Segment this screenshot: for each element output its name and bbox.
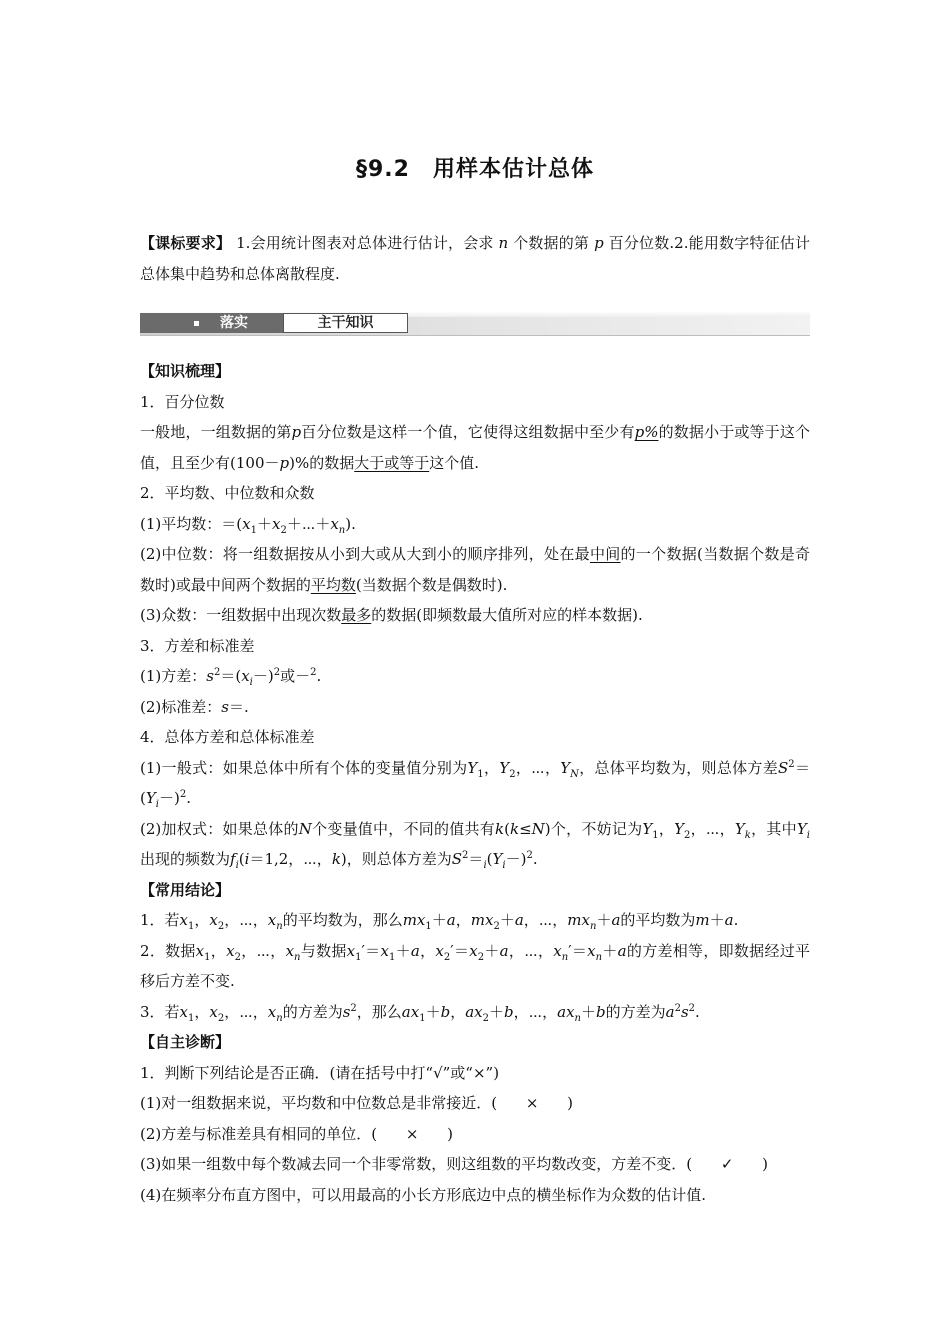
weighted-text-c: 个，不妨记为 <box>550 819 643 838</box>
general-text-c: ＝( <box>140 758 810 807</box>
section-knowledge: 【知识梳理】 <box>140 362 231 380</box>
mean-text-b: ＋⋯＋ <box>286 514 331 533</box>
k1-text-d: )%的数据 <box>289 453 355 472</box>
variance-text-d: 或－ <box>280 667 311 685</box>
std-text-a: (2)标准差： <box>140 697 222 716</box>
k4-general: (1)一般式：如果总体中所有个体的变量值分别为$Y_1$，$Y_2$，⋯，$Y_N$，总体平均数为，则总体方差$S^2=(Y_i-)^2$. <box>140 758 810 810</box>
k1-blank-2: 大于或等于 <box>354 453 430 472</box>
d2-close: ) <box>447 1124 453 1143</box>
median-text-a: (2)中位数：将一组数据按从小到大或从大到小的顺序排列，处在最 <box>140 545 590 563</box>
k4-weighted: (2)加权式：如果总体的N个变量值中，不同的值共有k(k≤N)个，不妨记为$Y_1$，$Y_2$，⋯，$Y_k$，其中$Y_i$出现的频数为$f_i(i=1,2$，⋯，k)，则总体方差为$S^2=_i(Y_i-)^2$. <box>140 819 810 871</box>
course-requirements <box>140 228 810 289</box>
diagnosis-item-4: (4)在频率分布直方图中，可以用最高的小长方形底边中点的横坐标作为众数的估计值. <box>140 1185 707 1204</box>
var-p: p <box>594 234 604 252</box>
c3-text-a: 3．若 <box>140 1002 180 1021</box>
k1-text-e: 这个值. <box>429 453 479 472</box>
mean-text-c: ). <box>345 514 356 533</box>
k1-var-p: p <box>291 423 302 441</box>
mean-text-a: (1)平均数：＝( <box>140 514 243 533</box>
k1-paragraph <box>140 417 810 478</box>
c2-text-c: 的方差相等，即数据经过平移后方差不变. <box>140 941 811 990</box>
conclusion-2: 2．数据$x_1$，$x_2$，⋯，$x_n$与数据$x_1'=x_1+a$，$x_2'=x_2+a$，⋯，$x_n'=x_n+a$的方差相等，即数据经过平移后方差不变. <box>140 941 811 990</box>
weighted-text-a: (2)加权式：如果总体的 <box>140 819 299 838</box>
requirements-text-c: 百分位数.2.能用数字特征估计总体集中趋势和总体离散程度. <box>140 234 810 283</box>
d3-statement: (3)如果一组数中每个数减去同一个非零常数，则这组数的平均数改变，方差不变．( <box>140 1155 693 1173</box>
d2-statement: (2)方差与标准差具有相同的单位．( <box>140 1124 378 1143</box>
k3-std: (2)标准差：s＝. <box>140 697 249 716</box>
c3-text-b: 的方差为 <box>282 1002 343 1021</box>
k1-blank-1: p% <box>634 423 659 441</box>
diagnosis-question: 1．判断下列结论是否正确．(请在括号中打“√”或“×”) <box>140 1063 500 1082</box>
square-bullet-icon <box>194 321 199 326</box>
k2-mean: (1)平均数：$=(x_1+x_2+\cdots+x_n)$. <box>140 514 356 536</box>
weighted-text-g: )，则总体方差为 <box>340 850 452 868</box>
k3-variance: (1)方差：$s^2=(x_i-)^2$或－$^2$. <box>140 667 322 688</box>
c2-text-b: 与数据 <box>300 941 347 960</box>
k2-mode <box>140 600 810 631</box>
variance-text-e: . <box>316 667 322 685</box>
weighted-text-e: 出现的频数为 <box>140 850 231 868</box>
variance-text-b: ＝( <box>220 667 242 685</box>
k4-heading: 4．总体方差和总体标准差 <box>140 728 315 746</box>
c1-text-c: 的平均数为 <box>620 911 696 929</box>
k2-heading: 2．平均数、中位数和众数 <box>140 484 315 502</box>
mode-text-b: 的数据(即频数最大值所对应的样本数据). <box>371 606 643 624</box>
std-text-b: ＝. <box>228 697 249 716</box>
d3-close: ) <box>762 1155 768 1173</box>
weighted-text-b: 个变量值中，不同的值共有 <box>311 819 496 838</box>
k1-text-a: 一般地，一组数据的第 <box>140 423 292 441</box>
d1-answer: × <box>525 1094 539 1112</box>
conclusion-1: 1．若$x_1$，$x_2$，⋯，$x_n$的平均数为，那么$mx_1+a$，$mx_2+a$，⋯，$mx_n+a$的平均数为m＋a. <box>140 911 739 932</box>
diagnosis-item-1 <box>140 1088 810 1119</box>
median-text-c: (当数据个数是偶数时). <box>355 575 508 594</box>
general-text-a: (1)一般式：如果总体中所有个体的变量值分别为 <box>140 758 468 777</box>
d3-answer: ✓ <box>720 1155 734 1173</box>
diagnosis-item-3 <box>140 1149 810 1180</box>
section-conclusions: 【常用结论】 <box>140 880 231 899</box>
weighted-text-h: ＝ <box>468 850 484 868</box>
weighted-text-f: ＝1,2，⋯， <box>249 850 332 868</box>
median-blank: 中间 <box>589 545 621 563</box>
k1-text-b: 百分位数是这样一个值，它使得这组数据中至少有 <box>301 423 635 441</box>
c2-text-a: 2．数据 <box>140 941 196 960</box>
general-text-b: ，总体平均数为，则总体方差 <box>578 758 779 777</box>
c3-text-d: 的方差为 <box>605 1002 666 1021</box>
section-diagnosis: 【自主诊断】 <box>140 1033 231 1051</box>
k1-text-c: 的数据小于或等于这个值，且至少有(100－ <box>140 423 810 472</box>
page-title: §9.2 用样本估计总体 <box>356 157 594 182</box>
weighted-text-d: ，其中 <box>750 819 797 838</box>
k1-var-p-2: p <box>279 453 290 472</box>
c3-text-c: ，那么 <box>356 1002 402 1021</box>
variance-text-a: (1)方差： <box>140 667 207 685</box>
conclusion-3: 3．若$x_1$，$x_2$，⋯，$x_n$的方差为$s^2$，那么$ax_1+b$，$ax_2+b$，⋯，$ax_n+b$的方差为$a^2s^2$. <box>140 1002 700 1024</box>
median-text-b: 的一个数据(当数据个数是奇数时)或最中间两个数据的 <box>140 545 810 594</box>
c1-text-a: 1．若 <box>140 911 180 929</box>
median-blank-2: 平均数 <box>310 575 356 594</box>
main-body <box>140 356 810 1210</box>
banner-left <box>140 313 283 333</box>
diagnosis-item-2 <box>140 1119 810 1150</box>
requirements-tag: 【课标要求】 <box>140 234 232 252</box>
d2-answer: × <box>405 1124 419 1143</box>
variance-text-c: －) <box>252 667 274 685</box>
k2-median <box>140 539 810 600</box>
k1-heading: 1．百分位数 <box>140 392 225 411</box>
mode-text-a: (3)众数：一组数据中出现次数 <box>140 606 342 624</box>
d1-statement: (1)对一组数据来说，平均数和中位数总是非常接近．( <box>140 1094 498 1112</box>
section-banner <box>140 311 810 336</box>
banner-left-label: 落实 <box>220 315 248 331</box>
k3-heading: 3．方差和标准差 <box>140 636 255 655</box>
d1-close: ) <box>567 1094 573 1112</box>
c1-text-b: 的平均数为，那么 <box>282 911 403 929</box>
general-text-d: －) <box>158 789 180 807</box>
banner-right-label: 主干知识 <box>283 313 408 333</box>
requirements-text-b: 个数据的第 <box>513 234 590 252</box>
var-n: n <box>498 234 509 252</box>
requirements-text-a: 1.会用统计图表对总体进行估计，会求 <box>236 234 494 252</box>
mode-blank: 最多 <box>341 606 372 624</box>
